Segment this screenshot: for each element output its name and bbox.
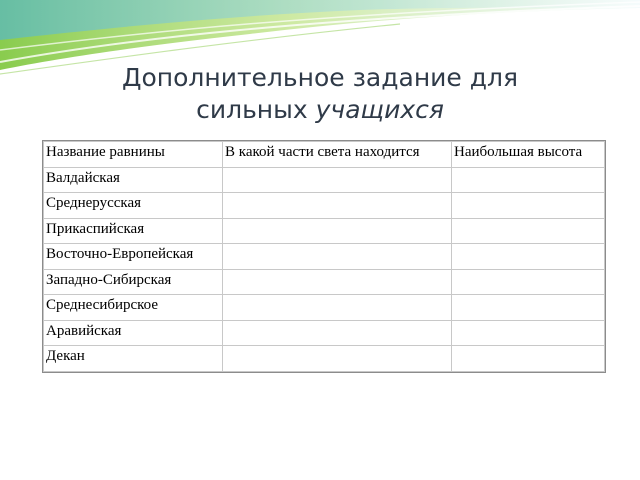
table-row	[44, 320, 605, 346]
cell-continent	[223, 269, 452, 295]
table-row	[44, 218, 605, 244]
cell-max-height	[452, 269, 605, 295]
header-cell-plain-name: Название равнины	[44, 142, 223, 168]
cell-max-height	[452, 295, 605, 321]
cell-plain-name: Среднерусская	[44, 193, 223, 219]
slide-title	[60, 62, 580, 126]
header-cell-continent: В какой части света находится	[223, 142, 452, 168]
cell-max-height	[452, 244, 605, 270]
title-plain-word: сильных	[196, 95, 308, 124]
cell-max-height	[452, 218, 605, 244]
cell-continent	[223, 193, 452, 219]
title-line-1: Дополнительное задание для	[121, 63, 519, 92]
cell-plain-name: Валдайская	[44, 167, 223, 193]
cell-plain-name: Аравийская	[44, 320, 223, 346]
table-row	[44, 346, 605, 372]
table-row	[44, 269, 605, 295]
cell-continent	[223, 218, 452, 244]
cell-plain-name: Среднесибирское	[44, 295, 223, 321]
cell-continent	[223, 346, 452, 372]
title-line-2	[60, 94, 580, 126]
cell-max-height	[452, 320, 605, 346]
cell-max-height	[452, 193, 605, 219]
table-header-row	[44, 142, 605, 168]
plains-table-grid	[43, 141, 605, 372]
cell-continent	[223, 320, 452, 346]
cell-continent	[223, 167, 452, 193]
cell-plain-name: Западно-Сибирская	[44, 269, 223, 295]
table-row	[44, 244, 605, 270]
table-row	[44, 167, 605, 193]
plains-table-body	[44, 142, 605, 372]
cell-continent	[223, 244, 452, 270]
table-row	[44, 193, 605, 219]
cell-plain-name: Прикаспийская	[44, 218, 223, 244]
plains-table	[42, 140, 606, 373]
table-row	[44, 295, 605, 321]
cell-continent	[223, 295, 452, 321]
cell-max-height	[452, 346, 605, 372]
header-cell-max-height: Наибольшая высота	[452, 142, 605, 168]
cell-max-height	[452, 167, 605, 193]
cell-plain-name: Восточно-Европейская	[44, 244, 223, 270]
title-italic-word: учащихся	[315, 95, 444, 124]
cell-plain-name: Декан	[44, 346, 223, 372]
